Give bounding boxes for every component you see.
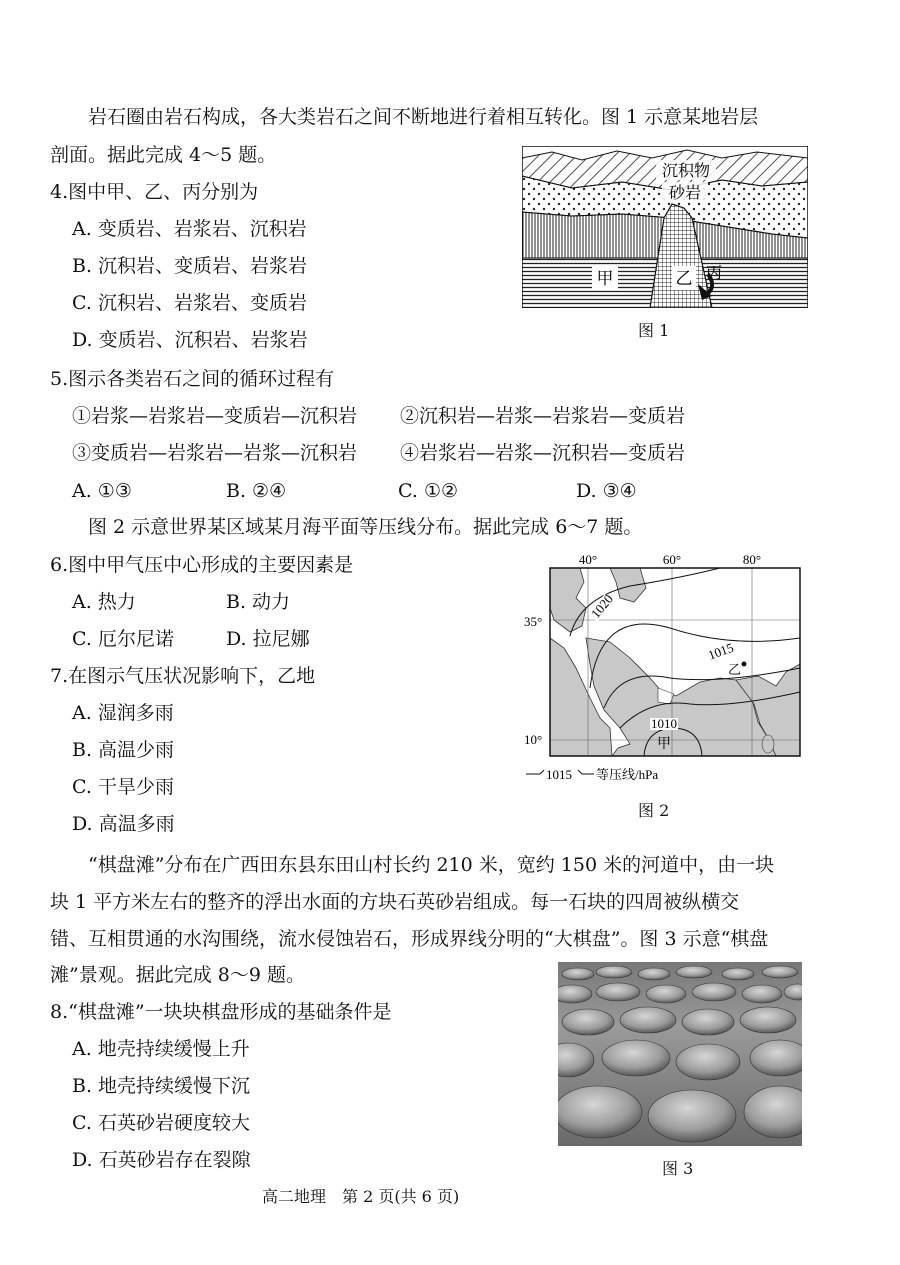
figure-3-caption: 图 3 — [662, 1159, 694, 1178]
q8-option-c: C. 石英砂岩硬度较大 — [72, 1112, 250, 1134]
fig2-isobar-1015: 1015 — [705, 639, 736, 663]
q6-stem: 6.图中甲气压中心形成的主要因素是 — [50, 554, 354, 576]
q4-option-a: A. 变质岩、岩浆岩、沉积岩 — [72, 218, 307, 240]
q8-option-b: B. 地壳持续缓慢下沉 — [72, 1075, 251, 1097]
figure-3-photo — [558, 962, 802, 1146]
fig2-lat-35: 35° — [524, 614, 543, 629]
q8-stem: 8.“棋盘滩”一块块棋盘形成的基础条件是 — [50, 1001, 392, 1023]
fig2-legend-text: 等压线/hPa — [596, 767, 659, 782]
page-footer: 高二地理 第 2 页(共 6 页) — [262, 1187, 460, 1206]
fig2-lon-40: 40° — [578, 552, 598, 567]
fig1-label-sediment: 沉积物 — [661, 161, 711, 180]
q6-option-b: B. 动力 — [226, 591, 291, 613]
q5-item-1: ①岩浆—岩浆岩—变质岩—沉积岩 — [72, 405, 358, 427]
intro-4-5-line1: 岩石圈由岩石构成，各大类岩石之间不断地进行着相互转化。图 1 示意某地岩层 — [88, 106, 759, 128]
q7-stem: 7.在图示气压状况影响下，乙地 — [50, 665, 316, 687]
fig1-label-bing: 丙 — [706, 263, 723, 282]
fig2-label-yi: 乙 — [728, 663, 742, 678]
q5-item-4: ④岩浆岩—岩浆—沉积岩—变质岩 — [400, 442, 686, 464]
q7-option-c: C. 干旱少雨 — [72, 776, 174, 798]
q5-item-2: ②沉积岩—岩浆—岩浆岩—变质岩 — [400, 405, 686, 427]
fig2-lat-10: 10° — [524, 732, 543, 747]
fig2-lon-80: 80° — [742, 552, 762, 567]
fig2-isobar-1010: 1010 — [651, 716, 677, 731]
figure-1-rock-profile — [522, 146, 808, 308]
intro-8-9-line4: 滩”景观。据此完成 8～9 题。 — [50, 964, 305, 986]
q5-item-3: ③变质岩—岩浆岩—岩浆—沉积岩 — [72, 442, 358, 464]
fig2-label-jia: 甲 — [657, 736, 671, 752]
intro-4-5-line2: 剖面。据此完成 4～5 题。 — [50, 144, 277, 166]
intro-8-9-line3: 错、互相贯通的水沟围绕，流水侵蚀岩石，形成界线分明的“大棋盘”。图 3 示意“棋盘 — [50, 928, 769, 950]
q5-option-b: B. ②④ — [226, 480, 287, 502]
fig1-label-jia: 甲 — [596, 269, 614, 289]
fig2-point-yi — [742, 662, 747, 667]
q6-option-d: D. 拉尼娜 — [226, 628, 310, 650]
q4-stem: 4.图中甲、乙、丙分别为 — [50, 181, 259, 203]
intro-6-7: 图 2 示意世界某区域某月海平面等压线分布。据此完成 6～7 题。 — [88, 516, 643, 538]
fig2-isobar-1020: 1020 — [587, 591, 617, 621]
q4-option-c: C. 沉积岩、岩浆岩、变质岩 — [72, 292, 307, 314]
q4-option-d: D. 变质岩、沉积岩、岩浆岩 — [72, 329, 308, 351]
q6-option-a: A. 热力 — [72, 591, 136, 613]
q8-option-a: A. 地壳持续缓慢上升 — [72, 1038, 250, 1060]
q7-option-d: D. 高温多雨 — [72, 813, 175, 835]
q5-option-d: D. ③④ — [576, 480, 637, 502]
intro-8-9-line1: “棋盘滩”分布在广西田东县东田山村长约 210 米，宽约 150 米的河道中，由一块 — [88, 854, 775, 876]
q6-option-c: C. 厄尔尼诺 — [72, 628, 174, 650]
q4-option-b: B. 沉积岩、变质岩、岩浆岩 — [72, 255, 308, 277]
figure-2-isobar-map — [522, 548, 802, 788]
fig2-lon-60: 60° — [662, 552, 682, 567]
q5-stem: 5.图示各类岩石之间的循环过程有 — [50, 368, 335, 390]
fig2-legend-value: 1015 — [546, 767, 572, 782]
q5-option-c: C. ①② — [398, 480, 459, 502]
q7-option-b: B. 高温少雨 — [72, 739, 175, 761]
figure-1-caption: 图 1 — [638, 321, 670, 340]
q5-option-a: A. ①③ — [72, 480, 132, 502]
intro-8-9-line2: 块 1 平方米左右的整齐的浮出水面的方块石英砂岩组成。每一石块的四周被纵横交 — [50, 891, 740, 913]
figure-2-caption: 图 2 — [638, 801, 670, 820]
q7-option-a: A. 湿润多雨 — [72, 702, 174, 724]
fig1-label-sandstone: 砂岩 — [668, 183, 702, 202]
q8-option-d: D. 石英砂岩存在裂隙 — [72, 1149, 251, 1171]
fig1-label-yi: 乙 — [675, 269, 693, 289]
